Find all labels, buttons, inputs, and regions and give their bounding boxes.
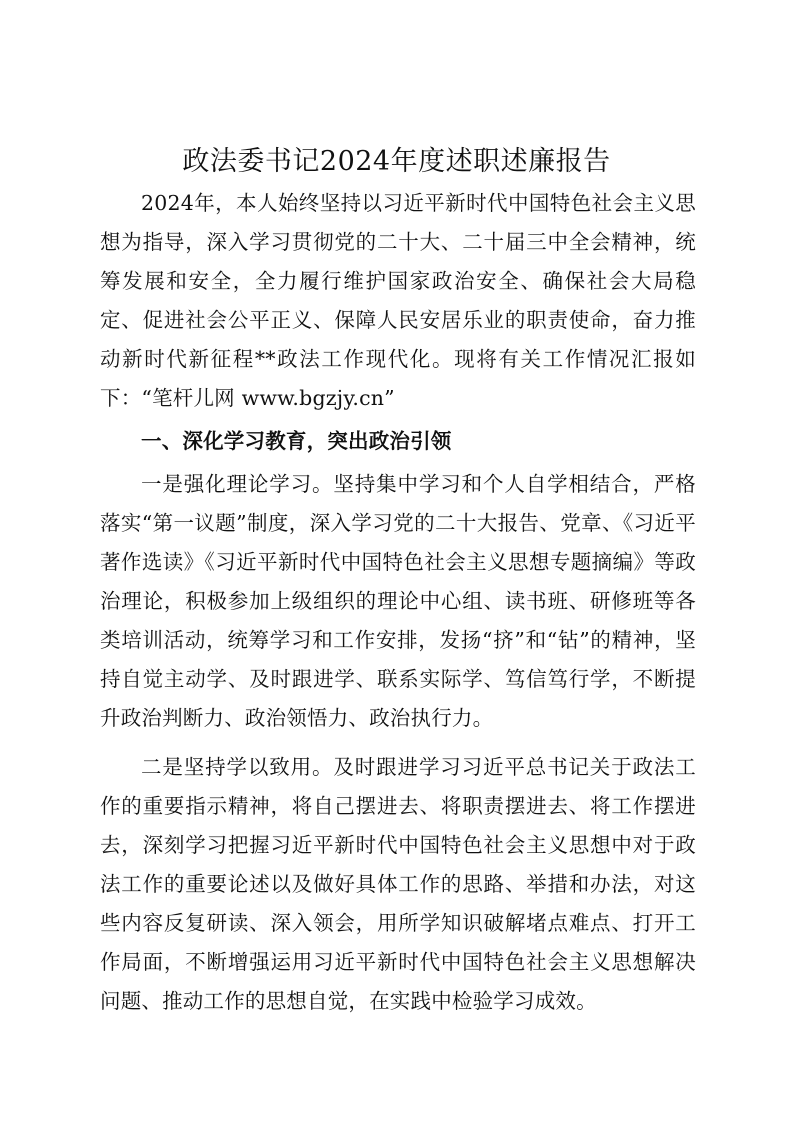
body-paragraph: 一是强化理论学习。坚持集中学习和个人自学相结合，严格落实“第一议题”制度，深入学习党的二十大报告、党章、《习近平著作选读》《习近平新时代中国特色社会主义思想专题摘编》等政治理论，积极参加上级组织的理论中心组、读书班、研修班等各类培训活动，统筹学习和工作安排，发扬“挤”和“钻”的精神，坚持自觉主动学、及时跟进学、联系实际学、笃信笃行学，不断提升政治判断力、政治领悟力、政治执行力。 bbox=[100, 472, 696, 730]
body-paragraph: 二是坚持学以致用。及时跟进学习习近平总书记关于政法工作的重要指示精神，将自己摆进去、将职责摆进去、将工作摆进去，深刻学习把握习近平新时代中国特色社会主义思想中对于政法工作的重要论述以及做好具体工作的思路、举措和办法，对这些内容反复研读、深入领会，用所学知识破解堵点难点、打开工作局面，不断增强运用习近平新时代中国特色社会主义思想解决问题、推动工作的思想自觉，在实践中检验学习成效。 bbox=[100, 755, 696, 1013]
document-title: 政法委书记2024年度述职述廉报告 bbox=[182, 146, 611, 177]
intro-paragraph: 2024年，本人始终坚持以习近平新时代中国特色社会主义思想为指导，深入学习贯彻党的二十大、二十届三中全会精神，统筹发展和安全，全力履行维护国家政治安全、确保社会大局稳定、促进社会公平正义、保障人民安居乐业的职责使命，奋力推动新时代新征程**政法工作现代化。现将有关工作情况汇报如下：“笔杆儿网 www.bgzjy.cn” bbox=[100, 191, 696, 410]
section-heading: 一、深化学习教育，突出政治引领 bbox=[141, 429, 452, 453]
document-body bbox=[100, 184, 696, 1021]
